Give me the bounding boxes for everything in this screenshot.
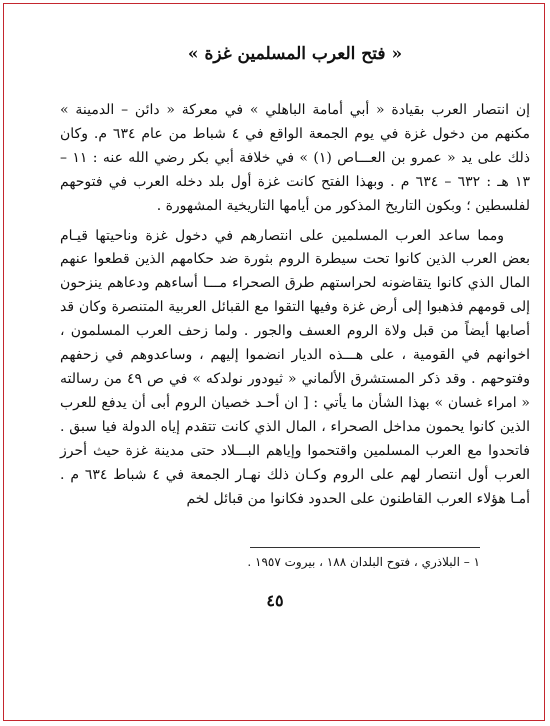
page-number: ٤٥ — [266, 591, 284, 610]
paragraph-1: إن انتصار العرب بقيادة « أبي أمامة الباهلي » في معركة « دائن – الدمينة » مكنهم من دخول غزة في يوم الجمعة الواقع في ٤ شباط من عام ٦٣٤ م. وكان ذلك على يد « عمرو بن العـــاص (١) » في خلافة أبي بكر رضي الله عنه : ١١ – ١٣ هـ : ٦٣٢ – ٦٣٤ م . وبهذا الفتح كانت غزة أول بلد دخله العرب في فتوحهم لفلسطين ؛ وبكون التاريخ المذكور من أيامها التاريخية المشهورة . — [60, 102, 531, 214]
footnote-divider — [250, 547, 480, 548]
body-text — [60, 99, 530, 511]
page-title: « فتح العرب المسلمين غزة » — [187, 44, 403, 64]
footnote: ١ – البلاذري ، فتوح البلدان ١٨٨ ، بيروت ١٩٥٧ . — [247, 555, 480, 569]
paragraph-2: ومما ساعد العرب المسلمين على انتصارهم في دخول غزة وناحيتها قيـام بعض العرب الذين كانوا تحت سيطرة الروم بثورة ضد حكامهم الذين قطعوا عنهم المال الذي كانوا يتقاضونه لحراستهم طرق الصحراء مـــا أساءهم ودعاهم ينزحون إلى قومهم فذهبوا إلى أرض غزة وفيها التقوا مع القبائل العربية المتنصرة وكان قد أصابها أيضاً من قبل ولاة الروم العسف والجور . ولما زحف العرب المسلمون ، اخوانهم في القومية ، على هـــذه الديار انضموا إليهم ، وساعدوهم في زحفهم وفتوحهم . وقد ذكر المستشرق الألماني « ثيودور نولدكه » في ص ٤٩ من رسالته « امراء غسان » بهذا الشأن ما يأتي : [ ان أحـد خصيان الروم أبى أن يدفع للعرب الذين كانوا يحمون مداخل الصحراء ، المال الذي كانت تتقدم إياه الدولة فيا سبق . فاتحدوا مع العرب المسلمين واقتحموا وإياهم البـــلاد حتى مدينة غزة حيث أحرز العرب أول انتصار لهم على الروم وكـان ذلك نهـار الجمعة في ٤ شباط ٦٣٤ م . أمـا هؤلاء العرب القاطنون على الحدود فكانوا من قبائل لخم — [60, 227, 530, 507]
document-page — [60, 40, 530, 511]
